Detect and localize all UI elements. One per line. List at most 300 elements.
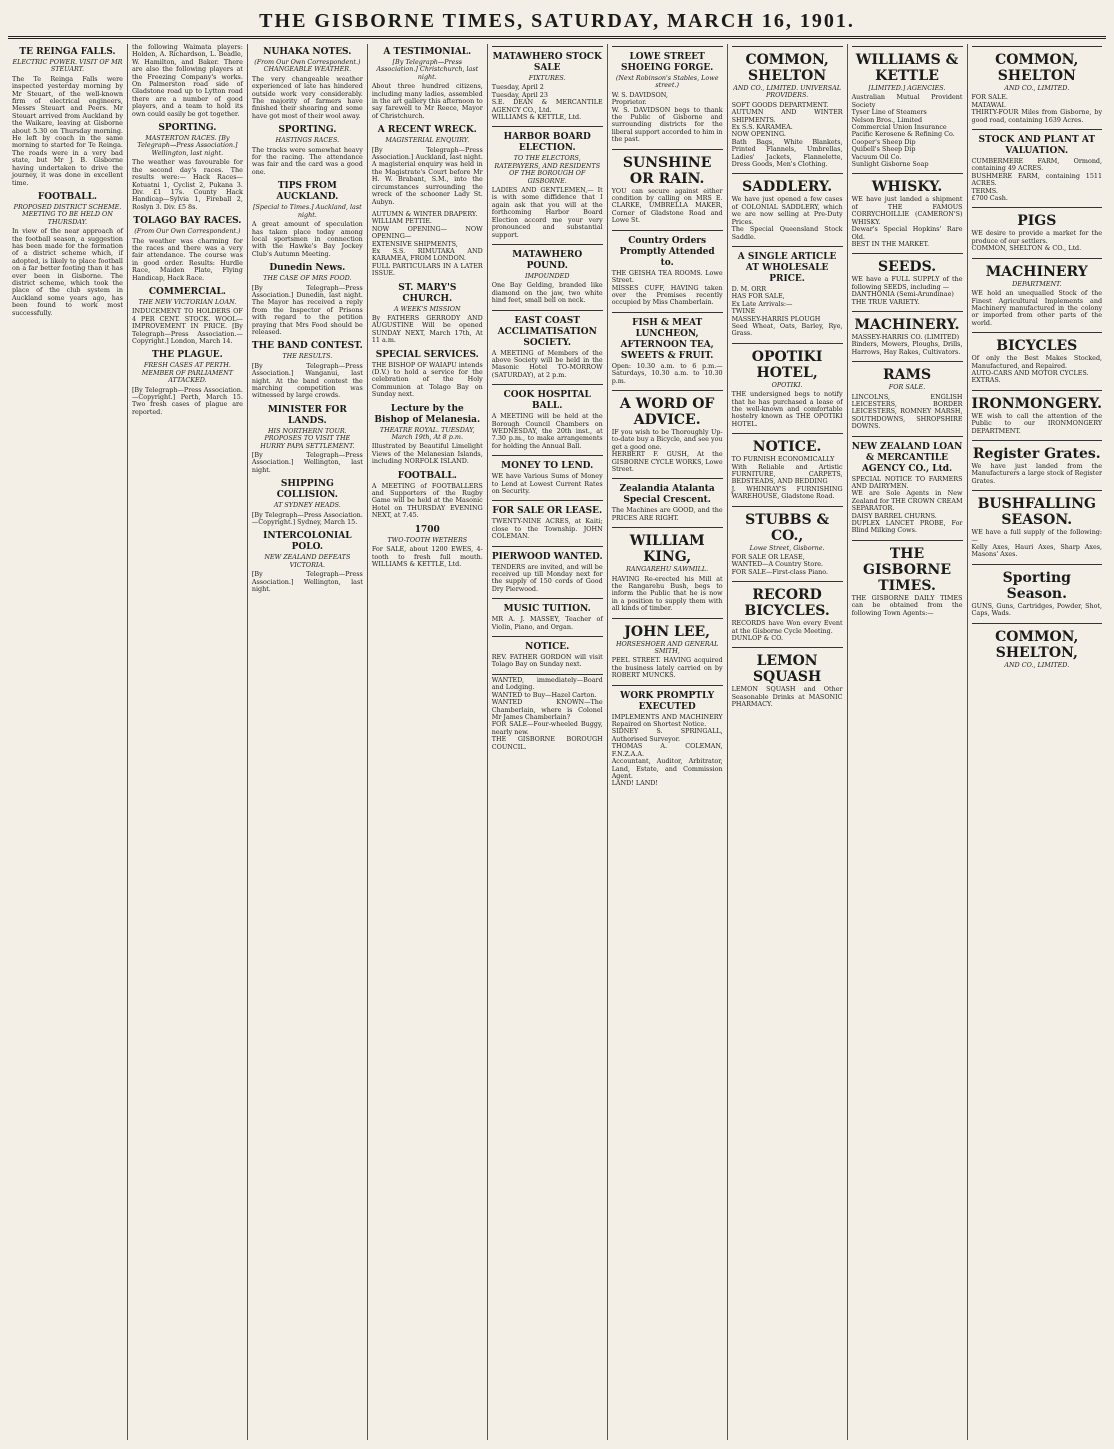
article-text: Open: 10.30 a.m. to 6 p.m.—Saturdays, 10.30 a.m. to 10.30 p.m. bbox=[611, 361, 723, 385]
column-8 bbox=[848, 44, 968, 1440]
columns-container bbox=[8, 44, 1106, 1440]
article-text: GUNS, Guns, Cartridges, Powder, Shot, Caps, Wads. bbox=[971, 601, 1103, 618]
article-text: THIRTY-FOUR Miles from Gisborne, by good road, containing 1639 Acres. bbox=[971, 108, 1103, 124]
article-text: WE have a full supply of the following:— bbox=[971, 528, 1103, 544]
article-text: LADIES AND GENTLEMEN,— It is with some diffidence that I again ask that you will at the forthcoming Harbor Board Election accord me your very pronounced and substantial support. bbox=[491, 186, 603, 239]
article bbox=[12, 192, 123, 317]
article-subheading: OPOTIKI. bbox=[771, 380, 803, 389]
article-text: HERBERT F. GUSH, At the GISBORNE CYCLE WORKS, Lowe Street. bbox=[611, 450, 723, 473]
article-text: FOR SALE—Four-wheeled Buggy, nearly new. bbox=[491, 720, 603, 736]
article-heading: 1700 bbox=[414, 524, 440, 535]
article-subheading: AND CO., LIMITED. bbox=[1004, 660, 1070, 669]
article bbox=[612, 390, 723, 473]
article bbox=[732, 46, 843, 168]
article-heading: EAST COAST ACCLIMATISATION SOCIETY. bbox=[497, 315, 597, 348]
article bbox=[492, 244, 603, 305]
article bbox=[252, 181, 363, 258]
article-text: PEEL STREET. HAVING acquired the business lately carried on by ROBERT MUNCKS. bbox=[611, 656, 723, 680]
article bbox=[492, 126, 603, 238]
article-heading: Zealandia Atalanta Special Crescent. bbox=[619, 484, 715, 506]
article-heading: WILLIAMS & KETTLE bbox=[855, 52, 959, 84]
article-text: Accountant, Auditor, Arbitrator, Land, Estate, and Commission Agent. bbox=[611, 757, 723, 780]
article-heading: COMMON, SHELTON, bbox=[995, 628, 1079, 661]
article-text: We have just landed from the Manufacturers a large stock of Register Grates. bbox=[971, 461, 1103, 485]
article-subheading: THE NEW VICTORIAN LOAN. bbox=[138, 297, 237, 306]
article-heading: RAMS bbox=[882, 367, 932, 384]
article-subheading: ELECTRIC POWER. VISIT OF MR STEUART. bbox=[12, 58, 123, 74]
article-text: MATAWAI. bbox=[971, 100, 1006, 109]
article bbox=[372, 404, 483, 466]
article bbox=[132, 123, 243, 211]
article bbox=[972, 46, 1103, 124]
article-text: Illustrated by Beautiful Limelight Views of the Melanesian Islands, including NORFOLK ISLAND. bbox=[371, 442, 483, 466]
article-text: For SALE, about 1200 EWES, 4-tooth to fresh full mouth. WILLIAMS & KETTLE, Ltd. bbox=[371, 545, 483, 568]
article bbox=[492, 46, 603, 121]
article-text: INDUCEMENT TO HOLDERS OF 4 PER CENT. STOCK. WOOL—IMPROVEMENT IN PRICE. [By Telegraph—Press Association.—Copyright.] London, March 14. bbox=[131, 307, 243, 345]
article-text: DANTHONIA (Semi-Arundinae) bbox=[851, 290, 954, 299]
article-text: The tracks were somewhat heavy for the racing. The attendance was fair and the card was a good one. bbox=[251, 145, 363, 176]
article bbox=[372, 525, 483, 569]
article-heading: Dunedin News. bbox=[269, 263, 346, 274]
article bbox=[252, 125, 363, 176]
article bbox=[732, 343, 843, 428]
article-text: CUMBERMERE FARM, Ormond, containing 49 ACRES. bbox=[971, 157, 1103, 173]
article bbox=[972, 564, 1103, 618]
article bbox=[612, 230, 723, 307]
article-text: HAS FOR SALE, bbox=[731, 292, 785, 301]
article-subheading: IMPOUNDED bbox=[524, 271, 570, 280]
article-subheading: A WEEK'S MISSION bbox=[394, 304, 461, 313]
article-heading: MUSIC TUITION. bbox=[503, 604, 591, 615]
article bbox=[852, 311, 963, 356]
article-text: Of only the Best Makes Stocked, Manufactured, and Repaired. bbox=[971, 354, 1103, 370]
article-text: WE have Various Sums of Money to Lend at Lowest Current Rates on Security. bbox=[491, 472, 603, 495]
article-text: [By Telegraph—Press Association.] Wellington, last night. bbox=[251, 570, 363, 594]
article-subheading: THEATRE ROYAL. TUESDAY, March 19th, At 8 p.m. bbox=[379, 425, 475, 442]
article bbox=[852, 540, 963, 617]
article-text: THOMAS A. COLEMAN, F.N.Z.A.A. bbox=[611, 742, 723, 758]
column-1 bbox=[8, 44, 128, 1440]
article-text: IF you wish to be Thoroughly Up-to-date buy a Bicycle, and see you get a good one. bbox=[611, 427, 723, 451]
article-subheading: [By Telegraph—Press Association.] Christchurch, last night. bbox=[376, 58, 479, 81]
article bbox=[852, 436, 963, 535]
article bbox=[972, 129, 1103, 202]
article-subheading: (From Our Own Correspondent.) bbox=[134, 227, 241, 236]
article bbox=[732, 246, 843, 338]
article-text: By FATHERS GERRODY AND AUGUSTINE Will be opened SUNDAY NEXT, March 17th, At 11 a.m. bbox=[371, 313, 483, 345]
article-text: Cooper's Sheep Dip bbox=[851, 137, 916, 146]
article-subheading: HORSESHOER AND GENERAL SMITH, bbox=[615, 639, 719, 656]
article-text: [By Telegraph—Press Association.—Copyright.] Sydney, March 15. bbox=[251, 510, 363, 527]
article-heading: THE GISBORNE TIMES. bbox=[863, 545, 952, 594]
article bbox=[252, 263, 363, 336]
article-heading: A WORD OF ADVICE. bbox=[619, 395, 715, 428]
article-text: About three hundred citizens, including many ladies, assembled in the art gallery this afternoon to say farewell to Mr Reece, Mayor of Christchurch. bbox=[371, 82, 483, 120]
article-text: Seed Wheat, Oats, Barley, Rye, Grass. bbox=[731, 321, 843, 338]
column-3 bbox=[248, 44, 368, 1440]
article-text: REV. FATHER GORDON will visit Tolago Bay on Sunday next. bbox=[491, 653, 603, 669]
article bbox=[732, 173, 843, 240]
article-text: FULL PARTICULARS IN A LATER ISSUE. bbox=[371, 261, 483, 278]
article-heading: NOTICE. bbox=[752, 439, 822, 456]
article-heading: LOWE STREET SHOEING FORGE. bbox=[620, 52, 714, 73]
article-heading: NUHAKA NOTES. bbox=[263, 47, 352, 57]
article bbox=[612, 527, 723, 612]
article-heading: PIGS bbox=[1017, 213, 1057, 230]
article-text: BUSHMERE FARM, containing 1511 ACRES. bbox=[971, 171, 1103, 188]
article-heading: FOOTBALL. bbox=[397, 470, 457, 481]
article bbox=[972, 258, 1103, 327]
article-text: TERMS. bbox=[971, 186, 998, 195]
article-text: [By Telegraph—Press Association.] Auckland, last night. A magisterial enquiry was held in the Magistrate's Court before Mr H. W. Brabant, S.M., into the circumstances surrounding the wreck of the schooner Lady St. Aubyn. bbox=[371, 145, 483, 206]
article-text: £700 Cash. bbox=[971, 194, 1008, 203]
article-text: In view of the near approach of the football season, a suggestion has been made for the formation of a district scheme which, if adopted, is likely to place football on a far better footing than it has ever been in Gisborne. The district scheme, which took the place of the club system in Auckland some years ago, has been found to work most successfully. bbox=[12, 227, 123, 317]
article-heading: SPORTING. bbox=[158, 123, 217, 134]
article-heading: STUBBS & CO., bbox=[745, 511, 830, 544]
article bbox=[852, 253, 963, 306]
article bbox=[372, 125, 483, 206]
article-text: HAVING Re-erected his Mill at the Rangarehu Bush, begs to inform the Public that he is now in a position to supply them with all kinds of timber. bbox=[611, 574, 723, 613]
article-subheading: DEPARTMENT. bbox=[1012, 279, 1062, 288]
article bbox=[612, 312, 723, 385]
article-subheading: THE CASE OF MRS FOOD. bbox=[263, 274, 352, 283]
article bbox=[252, 479, 363, 526]
article-heading: PIERWOOD WANTED. bbox=[491, 551, 603, 562]
article-heading: THE BAND CONTEST. bbox=[251, 341, 363, 352]
article-text: S.E. DEAN & MERCANTILE AGENCY CO., Ltd. bbox=[491, 98, 603, 114]
column-5 bbox=[488, 44, 608, 1440]
article-heading: MACHINERY bbox=[985, 263, 1088, 280]
article-text: THE TRUE VARIETY. bbox=[851, 297, 920, 306]
article-text: SOFT GOODS DEPARTMENT. bbox=[731, 100, 829, 109]
article-text: MASSEY-HARRIS PLOUGH bbox=[731, 314, 821, 323]
article-heading: BICYCLES bbox=[996, 338, 1078, 355]
article-text: NOW OPENING— NOW OPENING— bbox=[371, 224, 483, 241]
article-heading: TE REINGA FALLS. bbox=[19, 47, 116, 57]
article-heading: TIPS FROM AUCKLAND. bbox=[276, 181, 339, 203]
article-heading: COMMERCIAL. bbox=[148, 286, 226, 297]
article bbox=[372, 283, 483, 345]
article-text: W. S. DAVIDSON begs to thank the Public of Gisborne and surrounding districts for the liberal support accorded to him in the past. bbox=[611, 105, 723, 144]
article-text: YOU can secure against either condition by calling on MRS E. CLARKE, UMBRELLA MAKER, Corner of Gladstone Road and Lowe St. bbox=[611, 186, 723, 225]
article-subheading: RANGAREHU SAWMILL. bbox=[626, 565, 709, 574]
article-text: THE GISBORNE BOROUGH COUNCIL. bbox=[491, 735, 603, 751]
article-text: W. S. DAVIDSON, bbox=[611, 90, 668, 99]
article bbox=[612, 618, 723, 680]
article-text: DAISY BARREL CHURNS. bbox=[851, 511, 937, 520]
article-subheading: (Next Robinson's Stables, Lowe street.) bbox=[615, 74, 719, 90]
article-heading: A TESTIMONIAL. bbox=[383, 47, 472, 57]
article-subheading: AT SYDNEY HEADS. bbox=[273, 501, 341, 510]
article-text: WANTED to Buy—Hazel Carton. bbox=[491, 690, 597, 699]
article-heading: COOK HOSPITAL BALL. bbox=[503, 390, 591, 412]
article-text: The Special Queensland Stock Saddle. bbox=[731, 225, 843, 241]
article bbox=[372, 471, 483, 520]
article-text: Australian Mutual Provident Society bbox=[851, 93, 963, 109]
article bbox=[972, 623, 1103, 669]
article-heading: MATAWHERO STOCK SALE bbox=[492, 52, 602, 73]
article-subheading: FRESH CASES AT PERTH. MEMBER OF PARLIAMENT ATTACKED. bbox=[141, 361, 234, 385]
article bbox=[252, 405, 363, 474]
article-heading: THE PLAGUE. bbox=[152, 350, 223, 361]
article bbox=[372, 350, 483, 399]
article-text: TENDERS are invited, and will be received up till Monday next for the supply of 150 cords of Good Dry Pierwood. bbox=[491, 562, 603, 593]
article-text: DUNLOP & CO. bbox=[731, 634, 784, 643]
article bbox=[492, 674, 603, 751]
article-text: RECORDS have Won every Event at the Gisborne Cycle Meeting. bbox=[731, 619, 843, 635]
article-heading: MONEY TO LEND. bbox=[501, 461, 594, 472]
article-text: Kelly Axes, Hauri Axes, Sharp Axes, Masons' Axes. bbox=[971, 543, 1103, 559]
column-4 bbox=[368, 44, 488, 1440]
column-6 bbox=[608, 44, 728, 1440]
article-text: DUPLEX LANCET PROBE, For Blind Milking Cows. bbox=[851, 519, 963, 535]
article-text: WANTED KNOWN—The Chamberlain, where is Colonel Mr James Chamberlain? bbox=[491, 698, 603, 721]
article bbox=[972, 207, 1103, 252]
article-text: WE desire to provide a market for the produce of our settlers. bbox=[971, 229, 1103, 245]
article-subheading: MASTERTON RACES. [By Telegraph—Press Association.] Wellington, last night. bbox=[137, 134, 238, 157]
article-heading: Register Grates. bbox=[972, 445, 1101, 462]
article bbox=[732, 433, 843, 500]
article bbox=[12, 47, 123, 187]
article-text: [By Telegraph—Press Association.] Dunedin, last night. The Mayor has received a reply from the Inspector of Prisons with regard to the petition praying that Mrs Food should be released. bbox=[251, 283, 363, 336]
article-text: Ex S.S. RIMUTAKA AND KARAMEA, FROM LONDON. bbox=[371, 246, 483, 263]
article-text: Sunlight Gisborne Soap bbox=[851, 160, 929, 169]
article-text: The Machines are GOOD, and the PRICES ARE RIGHT. bbox=[611, 506, 723, 522]
article-subheading: TWO-TOOTH WETHERS bbox=[387, 535, 468, 544]
article-heading: MATAWHERO POUND. bbox=[512, 249, 583, 271]
article bbox=[492, 546, 603, 594]
article bbox=[972, 332, 1103, 385]
article bbox=[612, 149, 723, 225]
article-text: A great amount of speculation has taken place today among local sportsmen in connection with the Hawke's Bay Jockey Club's Autumn Meeting. bbox=[251, 220, 363, 258]
article-text: WE are Sole Agents in New Zealand for THE CROWN CREAM SEPARATOR. bbox=[851, 489, 963, 513]
article-text: LINCOLNS, ENGLISH LEICESTERS, BORDER LEICESTERS, ROMNEY MARSH, SOUTHDOWNS, SHROPSHIRE DOWNS. bbox=[851, 392, 963, 431]
article-subheading: MAGISTERIAL ENQUIRY. bbox=[385, 136, 470, 145]
article bbox=[732, 647, 843, 708]
article-text: SPECIAL NOTICE TO FARMERS AND DAIRYMEN. bbox=[851, 474, 963, 490]
article-text: Ex Late Arrivals:— bbox=[731, 299, 793, 308]
article bbox=[492, 384, 603, 450]
article-text: TO FURNISH ECONOMICALLY bbox=[731, 455, 835, 464]
article-text: the following Waimata players: Holden, A. Richardson, L. Beadle, W. Hamilton, and Baker. There are also the following players at the Freezing Company's works. On Palmerston road side of Gladstone road up to Lytton road there are a number of good players, and a team to hold its own could easily be got together. bbox=[131, 43, 243, 118]
article-subheading: [Special to Times.] Auckland, last night. bbox=[252, 203, 362, 219]
article bbox=[492, 455, 603, 495]
article-heading: WORK PROMPTLY EXECUTED bbox=[620, 690, 715, 712]
article bbox=[612, 46, 723, 144]
article-heading: A RECENT WRECK. bbox=[377, 125, 477, 136]
article-text: WE wish to call the attention of the Public to our IRONMONGERY DEPARTMENT. bbox=[971, 411, 1103, 435]
article-text: BEST IN THE MARKET. bbox=[851, 239, 930, 248]
column-7 bbox=[728, 44, 848, 1440]
article-subheading: FOR SALE. bbox=[888, 383, 926, 392]
article-text: We have just opened a few cases of COLONIAL SADDLERY, which we are now selling at Pre-Duty Prices. bbox=[731, 195, 843, 226]
column-9 bbox=[968, 44, 1107, 1440]
article-text: A MEETING of FOOTBALLERS and Supporters of the Rugby Game will be held at the Masonic Hotel on THURSDAY EVENING NEXT, at 7.45. bbox=[371, 481, 483, 520]
article-subheading: THE RESULTS. bbox=[282, 352, 333, 361]
article-text: The weather was favourable for the second day's races. The results were:— Hack Races—Kotuatni 1, Cyclist 2, Pukana 3. Div. £1 17s. County Hack Handicap—Sylvia 1, Fireball 2, Roslyn 3. Div. £5 8s. bbox=[131, 158, 243, 211]
article-text: MISSES CUFF, HAVING taken over the Premises recently occupied by Miss Chamberlain. bbox=[611, 283, 723, 307]
article-text: TWENTY-NINE ACRES, at Kaiti; close to the Township. JOHN COLEMAN. bbox=[491, 517, 603, 541]
article-text: Nelson Bros., Limited bbox=[851, 115, 923, 124]
article bbox=[732, 506, 843, 577]
article-heading: RECORD BICYCLES. bbox=[744, 587, 830, 620]
article-subheading: [LIMITED.] AGENCIES. bbox=[868, 84, 946, 92]
article-heading: FOR SALE OR LEASE. bbox=[492, 506, 603, 517]
article-text: SIDNEY S. SPRINGALL, Authorised Surveyor. bbox=[611, 727, 723, 743]
article-text: THE GISBORNE DAILY TIMES can be obtained from the following Town Agents:— bbox=[851, 593, 963, 617]
article bbox=[972, 390, 1103, 435]
article-text: Ex S.S. KARAMEA. bbox=[731, 123, 793, 132]
article-heading: FOOTBALL. bbox=[37, 191, 98, 202]
article-text: AUTUMN & WINTER DRAPERY. bbox=[371, 209, 478, 218]
article-text: WE have a FULL SUPPLY of the following SEEDS, including — bbox=[851, 275, 963, 291]
article-text: FOR SALE OR LEASE, bbox=[731, 553, 805, 562]
article bbox=[372, 47, 483, 120]
article bbox=[492, 636, 603, 669]
article-heading: INTERCOLONIAL POLO. bbox=[263, 531, 352, 553]
article-text: EXTENSIVE SHIPMENTS, bbox=[371, 239, 458, 248]
article-heading: LEMON SQUASH bbox=[752, 653, 822, 686]
article-text: J. WHINRAY'S FURNISHING WAREHOUSE, Gladstone Road. bbox=[731, 484, 843, 501]
article-heading: FISH & MEAT LUNCHEON, AFTERNOON TEA, SWEETS & FRUIT. bbox=[620, 317, 714, 361]
article-text: Tuesday, April 2 bbox=[491, 83, 544, 92]
article-text: D. M. ORR bbox=[731, 284, 767, 293]
article-text: Bath Bags, White Blankets, Printed Flannels, Umbrellas, Ladies' Jackets, Flannelette, Dress Goods, Men's Clothing. bbox=[731, 137, 843, 169]
article-text: The very changeable weather experienced of late has hindered outside work very considerably. The majority of farmers have finished their shearing and some have got most of their wool away. bbox=[251, 74, 363, 120]
article-text: LEMON SQUASH and Other Seasonable Drinks at MASONIC PHARMACY. bbox=[731, 685, 843, 709]
article bbox=[972, 440, 1103, 485]
masthead-title: THE GISBORNE TIMES, SATURDAY, MARCH 16, 1901. bbox=[8, 6, 1106, 39]
article-text: Proprietor. bbox=[611, 98, 647, 107]
article-text: A MEETING of Members of the above Society will be held in the Masonic Hotel TO-MORROW (SATURDAY), at 2 p.m. bbox=[491, 348, 603, 379]
article-subheading: FIXTURES. bbox=[528, 74, 566, 82]
article-heading: HARBOR BOARD ELECTION. bbox=[503, 132, 591, 154]
article bbox=[132, 44, 243, 118]
article-text: THE BISHOP OF WAIAPU intends (D.V.) to hold a service for the celebration of the Holy Communion at Tolago Bay on Sunday next. bbox=[371, 360, 483, 399]
article-heading: NOTICE. bbox=[525, 642, 570, 653]
article-subheading: HIS NORTHERN TOUR. PROPOSES TO VISIT THE HURRY PAPA SETTLEMENT. bbox=[260, 426, 355, 450]
article-text: THE undersigned begs to notify that he has purchased a lease of the well-known and comfortable hostelry known as THE OPOTIKI HOTEL. bbox=[731, 390, 843, 428]
article-subheading: NEW ZEALAND DEFEATS VICTORIA. bbox=[264, 553, 351, 569]
article bbox=[492, 500, 603, 540]
article-text: THE GEISHA TEA ROOMS. Lowe Street. bbox=[611, 268, 723, 285]
article-heading: TOLAGO BAY RACES. bbox=[133, 216, 242, 227]
article-text: LAND! LAND! bbox=[611, 779, 659, 788]
article-text: Pacific Kerosene & Refining Co. bbox=[851, 130, 955, 139]
article-text: Vacuum Oil Co. bbox=[851, 152, 902, 161]
article-heading: OPOTIKI HOTEL, bbox=[751, 348, 823, 381]
article-text: WE hold an unequalled Stock of the Finest Agricultural Implements and Machinery manufactured in the colony or imported from other parts of the world. bbox=[971, 289, 1103, 327]
article-subheading: HASTINGS RACES. bbox=[275, 136, 340, 145]
article bbox=[612, 478, 723, 522]
article-heading: Country Orders Promptly Attended to. bbox=[619, 235, 715, 268]
article-subheading: PROPOSED DISTRICT SCHEME. MEETING TO BE HELD ON THURSDAY. bbox=[13, 202, 122, 226]
article-text: Commercial Union Insurance bbox=[851, 123, 947, 132]
article bbox=[252, 341, 363, 399]
article-heading: COMMON, SHELTON bbox=[745, 52, 829, 84]
article-text: WILLIAMS & KETTLE, Ltd. bbox=[491, 113, 582, 122]
article-text: EXTRAS. bbox=[971, 376, 1001, 385]
article-text: NOW OPENING. bbox=[731, 130, 786, 139]
article bbox=[972, 490, 1103, 559]
article-text: The weather was charming for the races and there was a very fair attendance. The course was in good order. Results: Hurdle Race, Maiden Plate, Flying Handicap, Hack Race. bbox=[131, 236, 243, 282]
article-subheading: (From Our Own Correspondent.) CHANGEABLE WEATHER. bbox=[254, 58, 361, 74]
article-heading: Lecture by the Bishop of Melanesia. bbox=[374, 403, 481, 425]
article-text: IMPLEMENTS AND MACHINERY Repaired on Shortest Notice. bbox=[611, 712, 723, 729]
article-subheading: Lowe Street, Gisborne. bbox=[749, 543, 825, 552]
article-text: FOR SALE. bbox=[971, 93, 1008, 102]
article-text: A MEETING will be held at the Borough Council Chambers on WEDNESDAY, the 20th inst., at 7.30 p.m., to make arrangements for holding the Annual Ball. bbox=[491, 412, 603, 450]
article-heading: Sporting Season. bbox=[1002, 569, 1071, 602]
article-heading: SEEDS. bbox=[877, 259, 937, 276]
article-text: Tuesday, April 23 bbox=[491, 90, 548, 99]
article bbox=[132, 287, 243, 345]
article-heading: NEW ZEALAND LOAN & MERCANTILE AGENCY CO., Ltd. bbox=[851, 441, 963, 474]
article-heading: SPORTING. bbox=[278, 125, 337, 136]
article-text: Quibell's Sheep Dip bbox=[851, 145, 916, 154]
article-heading: SUNSHINE OR RAIN. bbox=[622, 154, 712, 187]
article-text: The Te Reinga Falls were inspected yesterday morning by Mr Steuart, of the well-known firm of electrical engineers, Messrs Steuart and Peers. Mr Steuart arrived from Auckland by the Waikare, leaving at Gisborne about 5.30 on Thursday morning. He left by coach in the same morning to started for Te Reinga. The roads were in a very bad state, but Mr J. B. Gisborne having undertaken to drive the journey, it was done in excellent time. bbox=[12, 74, 123, 187]
article bbox=[492, 310, 603, 380]
article-text: [By Telegraph—Press Association.] Wellington, last night. bbox=[251, 451, 363, 474]
article-text: WE have just landed a shipment of THE FAMOUS CORRYCHOILLIE (CAMERON'S) WHISKY. bbox=[851, 195, 963, 226]
article bbox=[492, 598, 603, 631]
article-text: TWINE bbox=[731, 307, 756, 316]
article bbox=[852, 361, 963, 430]
article-heading: MINISTER FOR LANDS. bbox=[267, 404, 347, 426]
article-text: COMMON, SHELTON & CO., Ltd. bbox=[971, 244, 1082, 253]
article-heading: A SINGLE ARTICLE AT WHOLESALE PRICE. bbox=[737, 251, 837, 284]
article-text: MASSEY-HARRIS CO. (LIMITED) bbox=[851, 332, 960, 341]
article-heading: WHISKY. bbox=[871, 179, 943, 196]
article-text: MR A. J. MASSEY, Teacher of Violin, Piano, and Organ. bbox=[491, 615, 603, 631]
article-heading: COMMON, SHELTON bbox=[995, 52, 1079, 84]
article-heading: BUSHFALLING SEASON. bbox=[977, 496, 1096, 529]
article-text: AUTO-CARS AND MOTOR CYCLES. bbox=[971, 368, 1089, 377]
article-heading: WILLIAM KING, bbox=[629, 533, 705, 566]
article-subheading: AND CO., LIMITED. bbox=[1004, 84, 1070, 92]
article-text: [By Telegraph—Press Association.] Wanganui, last night. At the band contest the marching competition was witnessed by large crowds. bbox=[251, 361, 363, 400]
article-subheading: TO THE ELECTORS, RATEPAYERS, AND RESIDENTS OF THE BOROUGH OF GISBORNE. bbox=[494, 154, 601, 185]
article bbox=[132, 350, 243, 416]
article-heading: JOHN LEE, bbox=[624, 623, 711, 640]
article-heading: IRONMONGERY. bbox=[971, 395, 1103, 412]
article bbox=[252, 531, 363, 593]
article-text: Tyser Line of Steamers bbox=[851, 108, 927, 117]
article-heading: STOCK AND PLANT AT VALUATION. bbox=[978, 135, 1096, 157]
article-text: [By Telegraph—Press Association.—Copyright.] Perth, March 15. Two fresh cases of plague are reported. bbox=[131, 385, 243, 416]
article-text: WILLIAM PETTIE. bbox=[371, 217, 432, 226]
article-heading: ST. MARY'S CHURCH. bbox=[398, 282, 457, 304]
article bbox=[852, 46, 963, 168]
article-heading: SPECIAL SERVICES. bbox=[375, 349, 479, 360]
article-text: One Bay Gelding, branded like diamond on the jaw, two white hind feet, small bell on neck. bbox=[491, 281, 603, 305]
article-heading: SHIPPING COLLISION. bbox=[276, 479, 338, 501]
article bbox=[372, 211, 483, 278]
article bbox=[732, 581, 843, 642]
article-subheading: AND CO., LIMITED. UNIVERSAL PROVIDERS. bbox=[733, 84, 841, 100]
article-text: With Reliable and Artistic FURNITURE, CARPETS, BEDSTEADS, AND BEDDING bbox=[731, 462, 843, 486]
article-text: Binders, Mowers, Ploughs, Drills, Harrows, Hay Rakes, Cultivators. bbox=[851, 340, 963, 356]
article-text: Dewar's Special Hopkins' Rare Old. bbox=[851, 225, 963, 241]
article bbox=[252, 47, 363, 120]
article-text: AUTUMN AND WINTER SHIPMENTS. bbox=[731, 108, 843, 124]
article-text: FOR SALE—First-class Piano. bbox=[731, 567, 829, 576]
article bbox=[132, 216, 243, 282]
article bbox=[612, 685, 723, 788]
article-heading: SADDLERY. bbox=[742, 179, 833, 196]
article bbox=[852, 173, 963, 248]
